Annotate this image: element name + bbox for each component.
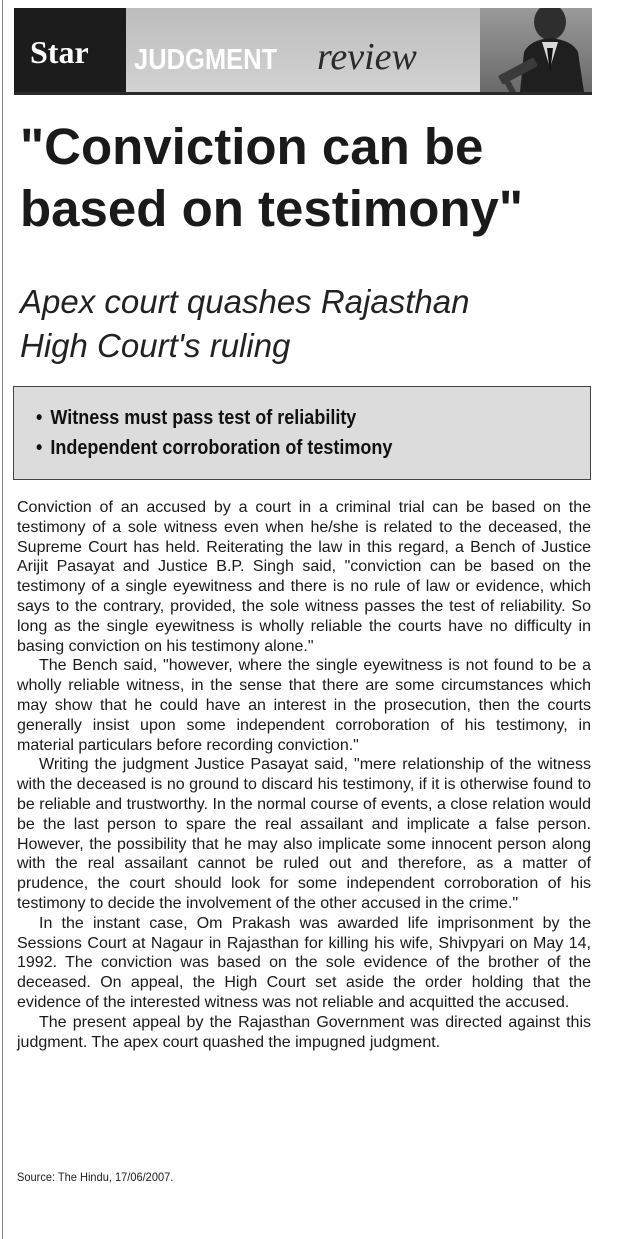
judge-silhouette-icon: [480, 8, 592, 92]
highlights-box: [13, 386, 591, 480]
article-paragraph: The Bench said, "however, where the single eyewitness is not found to be a wholly reliable witness, in the sense that there are some circumstances which may show that he could have an interest in the prosecution, then the courts generally insist upon some independent corroboration of his testimony, in material particulars before recording conviction.": [17, 657, 591, 754]
subheadline: [20, 280, 469, 368]
masthead-title-block: [126, 8, 522, 92]
subheadline-line-2: High Court's ruling: [20, 327, 291, 364]
masthead-banner: [14, 8, 592, 92]
headline-line-2: based on testimony": [20, 180, 524, 237]
highlights-list: [36, 403, 432, 463]
judge-gavel-illustration: [480, 8, 592, 92]
headline: [20, 116, 624, 240]
page-border-rule: [2, 0, 3, 1239]
article-paragraph: In the instant case, Om Prakash was awarded life imprisonment by the Sessions Court at Nagaur in Rajasthan for killing his wife, Shivpyari on May 14, 1992. The conviction was based on the sole evidence of the brother of the deceased. On appeal, the High Court set aside the order holding that the evidence of the interested witness was not reliable and acquitted the accused.: [17, 914, 591, 1011]
article-body: [17, 498, 591, 1052]
highlight-item: • Witness must pass test of reliability: [36, 403, 392, 433]
article-paragraph: Writing the judgment Justice Pasayat said, "mere relationship of the witness with the deceased is no ground to discard his testimony, if it is otherwise found to be reliable and trustworthy. In the normal course of events, a close relation would be the last person to spare the real assailant and implicate a false person. However, the possibility that he may also implicate some innocent person along with the real assailant cannot be ruled out and therefore, as a matter of prudence, the court should look for some independent corroboration of his testimony to decide the involvement of the other accused in the crime.": [17, 756, 591, 912]
source-credit: Source: The Hindu, 17/06/2007.: [17, 1170, 174, 1184]
section-title: JUDGMENT: [134, 44, 278, 76]
masthead-underline: [14, 92, 592, 95]
masthead-logo-block: [14, 8, 126, 92]
section-title-suffix: review: [317, 36, 417, 78]
subheadline-line-1: Apex court quashes Rajasthan: [20, 283, 470, 320]
highlight-item: • Independent corroboration of testimony: [36, 433, 392, 463]
brand-name: Star: [30, 34, 89, 70]
headline-line-1: "Conviction can be: [20, 118, 484, 175]
article-paragraph: Conviction of an accused by a court in a criminal trial can be based on the testimony of a sole witness even when he/she is related to the deceased, the Supreme Court has held. Reiterating the law in this regard, a Bench of Justice Arijit Pasayat and Justice B.P. Singh said, "conviction can be based on the testimony of a single eyewitness and there is no rule of law or evidence, which says to the contrary, provided, the sole witness passes the test of reliability. So long as the single eyewitness is wholly reliable the courts have no difficulty in basing conviction on his testimony alone.": [17, 499, 591, 655]
brand-logo: [30, 36, 89, 68]
article-paragraph: The present appeal by the Rajasthan Government was directed against this judgment. The apex court quashed the impugned judgment.: [17, 1013, 591, 1051]
